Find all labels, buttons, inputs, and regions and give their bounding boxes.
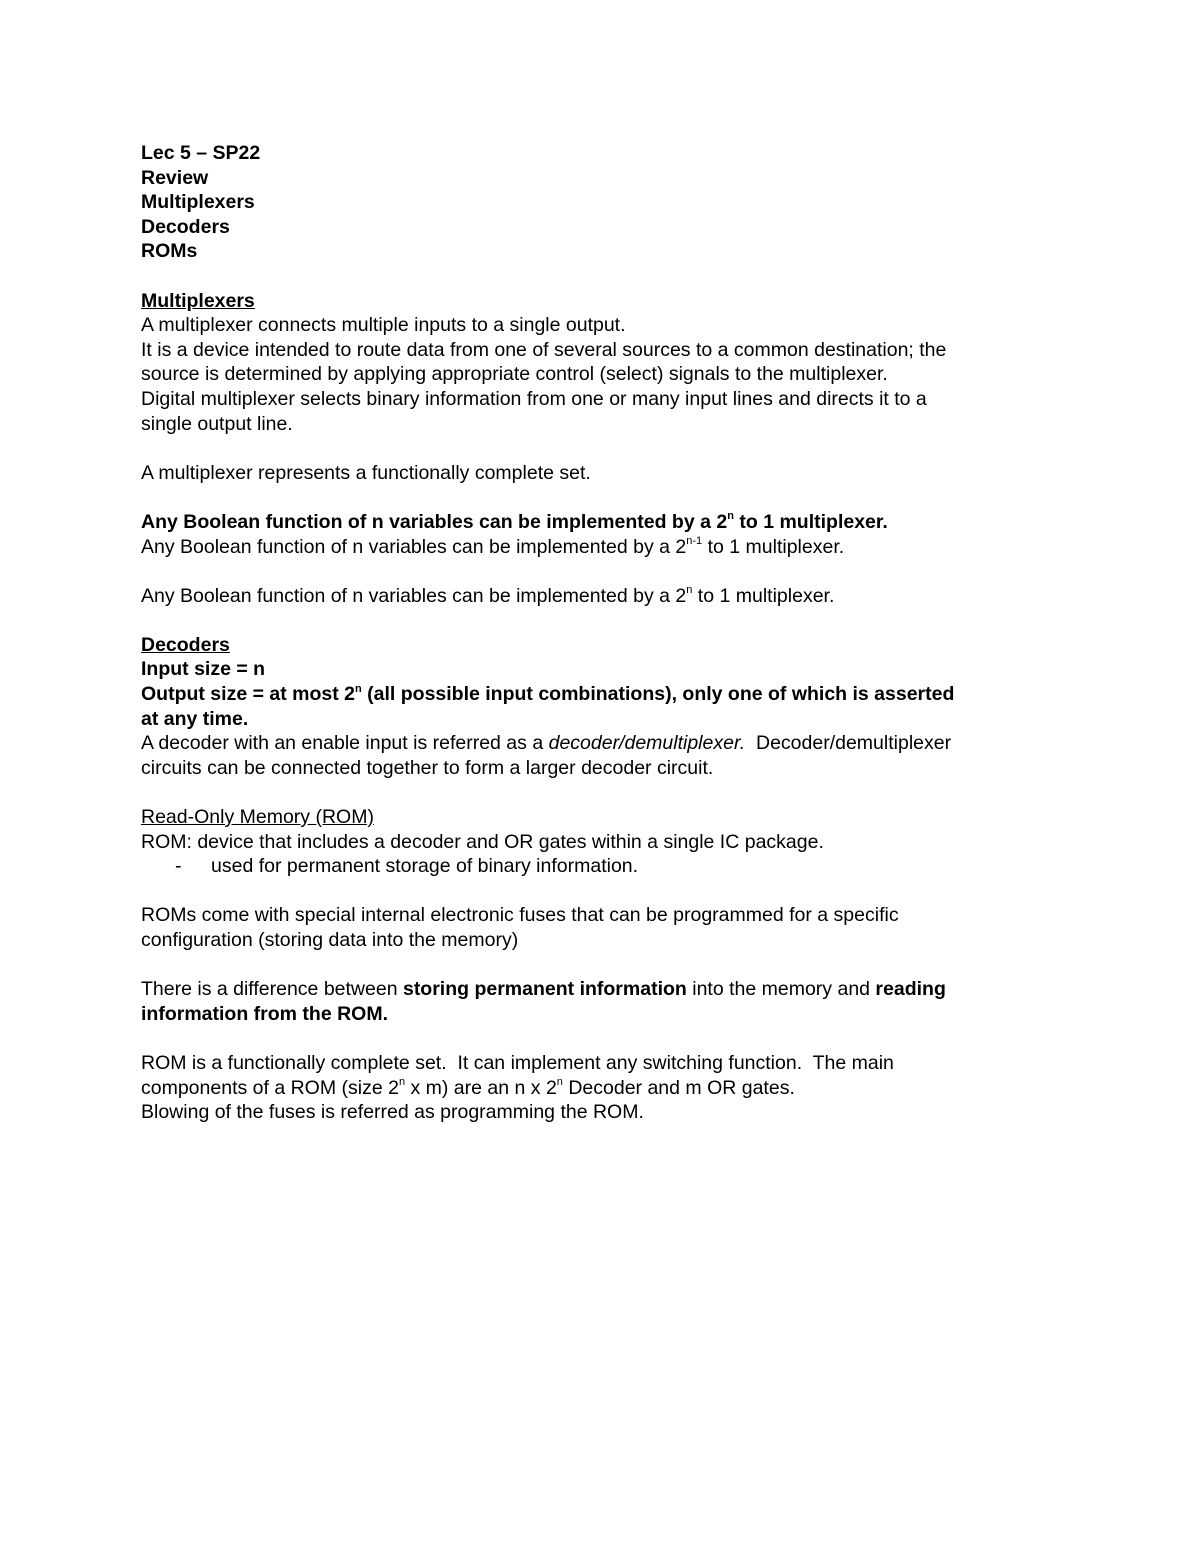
decoder-input-size: Input size = n bbox=[141, 658, 266, 681]
decoder-output-size-line-2: at any time. bbox=[141, 707, 249, 730]
rom-difference-line-2: information from the ROM. bbox=[141, 1002, 388, 1025]
decoder-enable-line-2: circuits can be connected together to form a larger decoder circuit. bbox=[141, 756, 714, 779]
outline-item-multiplexers: Multiplexers bbox=[141, 191, 255, 214]
mux-digital-line-2: single output line. bbox=[141, 412, 293, 435]
mux-bold-statement: Any Boolean function of n variables can be implemented by a 2$^n$ to 1 multiplexer. bbox=[141, 510, 888, 533]
mux-route-line-2: source is determined by applying appropriate control (select) signals to the multiplexer. bbox=[141, 363, 888, 386]
rom-complete-line-2: components of a ROM (size 2$^n$ x m) are an n x 2$^n$ Decoder and m OR gates. bbox=[141, 1076, 795, 1099]
mux-statement-n: Any Boolean function of n variables can be implemented by a 2$^n$ to 1 multiplexer. bbox=[141, 584, 835, 607]
rom-bullet: - used for permanent storage of binary information. bbox=[175, 855, 639, 878]
mux-route-line-1: It is a device intended to route data from one of several sources to a common destination; the bbox=[141, 338, 947, 361]
rom-heading: Read-Only Memory (ROM) bbox=[141, 806, 374, 829]
outline-item-review: Review bbox=[141, 166, 209, 189]
rom-blowing-fuses: Blowing of the fuses is referred as programming the ROM. bbox=[141, 1101, 644, 1124]
rom-fuses-line-1: ROMs come with special internal electronic fuses that can be programmed for a specific bbox=[141, 904, 899, 927]
mux-digital-line-1: Digital multiplexer selects binary information from one or many input lines and directs it to a bbox=[141, 387, 927, 410]
decoder-enable-line-1: A decoder with an enable input is referred as a decoder/demultiplexer. Decoder/demultiplexer bbox=[141, 732, 952, 755]
mux-complete-set: A multiplexer represents a functionally complete set. bbox=[141, 461, 591, 484]
rom-definition: ROM: device that includes a decoder and OR gates within a single IC package. bbox=[141, 830, 824, 853]
multiplexers-heading: Multiplexers bbox=[141, 289, 255, 312]
rom-fuses-line-2: configuration (storing data into the memory) bbox=[141, 929, 519, 951]
decoder-output-size-line-1: Output size = at most 2$^n$ (all possible input combinations), only one of which is asserted bbox=[141, 682, 955, 706]
lecture-title: Lec 5 – SP22 bbox=[141, 142, 261, 164]
mux-definition: A multiplexer connects multiple inputs to a single output. bbox=[141, 314, 626, 337]
mux-statement-n-minus-1: Any Boolean function of n variables can be implemented by a 2$^{n-1}$ to 1 multiplexer. bbox=[141, 535, 845, 558]
outline-item-decoders: Decoders bbox=[141, 215, 230, 238]
decoders-heading: Decoders bbox=[141, 633, 230, 656]
outline-item-roms: ROMs bbox=[141, 240, 198, 263]
rom-complete-line-1: ROM is a functionally complete set. It can implement any switching function. The main bbox=[141, 1051, 894, 1074]
rom-difference-line-1: There is a difference between storing permanent information into the memory and reading bbox=[141, 978, 946, 1001]
